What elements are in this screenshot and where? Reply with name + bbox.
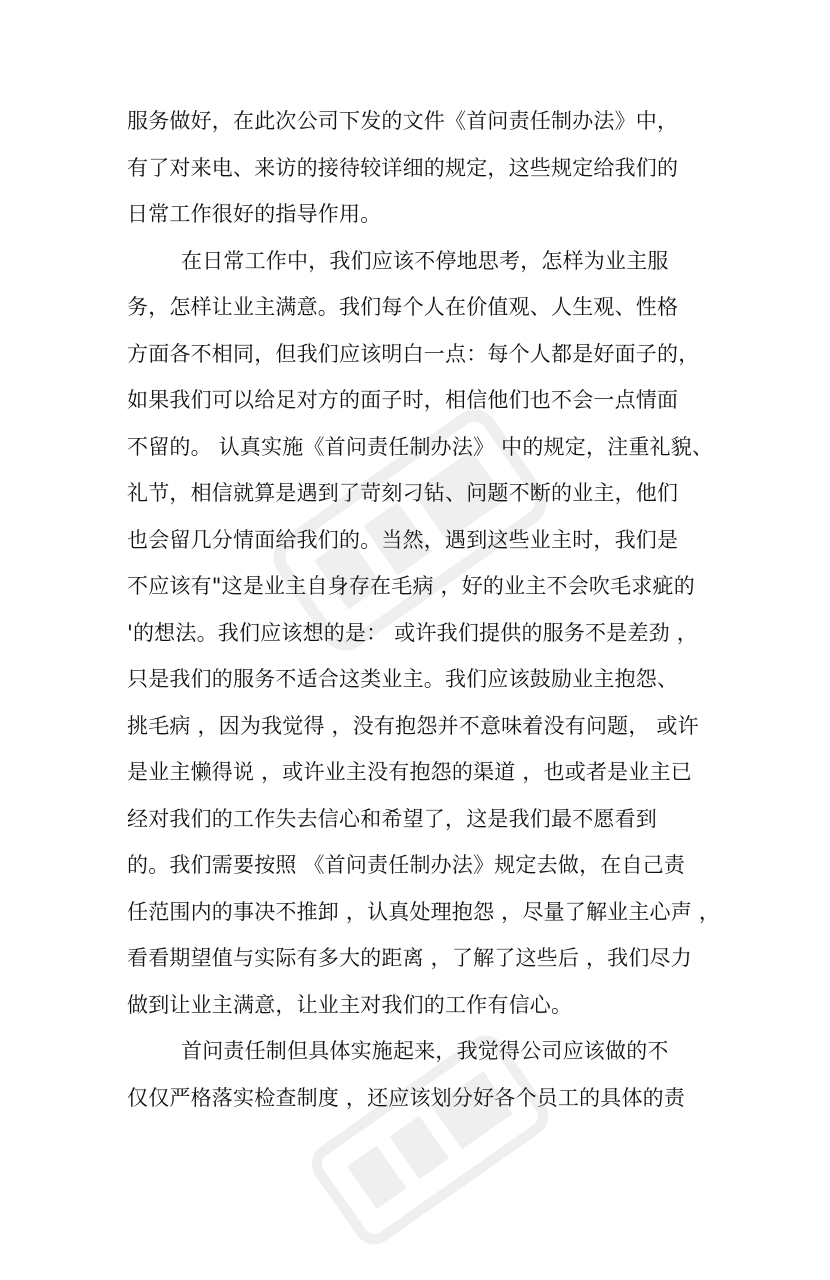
text-line: 也会留几分情面给我们的。当然，遇到这些业主时，我们是 (127, 527, 679, 552)
text-line: 任范围内的事决不推卸 ，认真处理抱怨 ，尽量了解业主心声 ， (127, 899, 721, 924)
text-line: '的想法。我们应该想的是： 或许我们提供的服务不是差劲 ， (127, 620, 698, 645)
text-line: 方面各不相同，但我们应该明白一点：每个人都是好面子的， (127, 341, 700, 366)
text-line: 如果我们可以给足对方的面子时，相信他们也不会一点情面 (127, 388, 679, 412)
text-line: 不应该有"这是业主自身存在毛病 ，好的业主不会吹毛求疵的 (127, 574, 695, 598)
text-line: 的。我们需要按照 《首问责任制办法》规定去做，在自己责 (127, 853, 686, 877)
text-line: 只是我们的服务不适合这类业主。我们应该鼓励业主抱怨、 (127, 667, 679, 691)
text-line: 务，怎样让业主满意。我们每个人在价值观、人生观、性格 (127, 295, 679, 319)
text-line: 不留的。 认真实施《首问责任制办法》 中的规定，注重礼貌、 (127, 434, 714, 459)
text-line: 挑毛病 ，因为我觉得 ，没有抱怨并不意味着没有问题， 或许 (127, 713, 699, 738)
body-text (127, 98, 727, 1121)
text-line: 经对我们的工作失去信心和希望了，这是我们最不愿看到 (127, 806, 657, 831)
text-line: 日常工作很好的指导作用。 (127, 202, 382, 226)
text-line: 是业主懒得说 ，或许业主没有抱怨的渠道 ，也或者是业主已 (127, 760, 692, 784)
paragraph-start-line: 首问责任制但具体实施起来，我觉得公司应该做的不 (181, 1039, 669, 1063)
text-line: 仅仅严格落实检查制度 ，还应该划分好各个员工的具体的责 (127, 1085, 686, 1110)
text-line: 服务做好，在此次公司下发的文件《首问责任制办法》中， (127, 109, 679, 133)
text-line: 做到让业主满意，让业主对我们的工作有信心。 (127, 992, 573, 1017)
paragraph-start-line: 在日常工作中，我们应该不停地思考，怎样为业主服 (181, 248, 669, 273)
text-line: 看看期望值与实际有多大的距离 ，了解了这些后 ，我们尽力 (127, 946, 692, 970)
text-line: 礼节，相信就算是遇到了苛刻刁钻、问题不断的业主，他们 (127, 481, 679, 505)
text-line: 有了对来电、来访的接待较详细的规定，这些规定给我们的 (127, 155, 679, 180)
